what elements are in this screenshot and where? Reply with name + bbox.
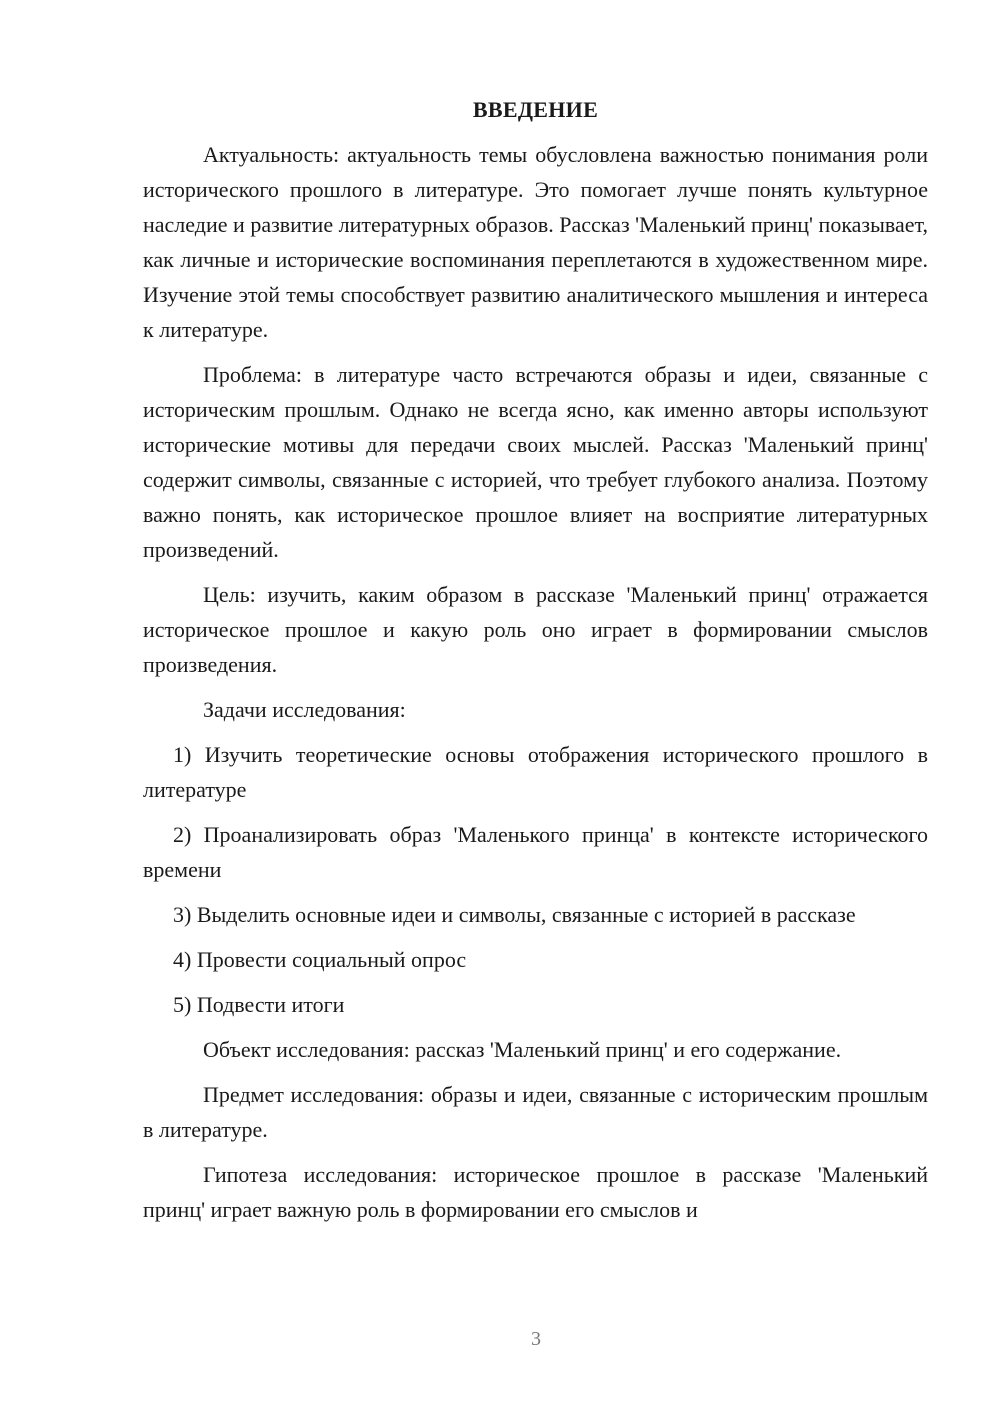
object-paragraph: Объект исследования: рассказ 'Маленький принц' и его содержание.: [203, 1037, 842, 1062]
page-content: [143, 92, 928, 1227]
subject-paragraph: Предмет исследования: образы и идеи, связанные с историческим прошлым в литературе.: [143, 1082, 928, 1142]
task-item-1: 1) Изучить теоретические основы отображения исторического прошлого в литературе: [143, 742, 928, 802]
task-item-5: 5) Подвести итоги: [173, 992, 345, 1017]
task-item-2: 2) Проанализировать образ 'Маленького принца' в контексте исторического времени: [143, 822, 928, 882]
task-item-3: 3) Выделить основные идеи и символы, связанные с историей в рассказе: [173, 902, 856, 927]
task-item-4: 4) Провести социальный опрос: [173, 947, 467, 972]
goal-paragraph: Цель: изучить, каким образом в рассказе 'Маленький принц' отражается историческое прошлое и какую роль оно играет в формировании смыслов произведения.: [143, 582, 928, 677]
page-number: 3: [531, 1328, 541, 1350]
hypothesis-paragraph: Гипотеза исследования: историческое прошлое в рассказе 'Маленький принц' играет важную роль в формировании его смыслов и: [143, 1162, 928, 1222]
problem-paragraph: Проблема: в литературе часто встречаются образы и идеи, связанные с историческим прошлым. Однако не всегда ясно, как именно авторы используют исторические мотивы для передачи своих мыслей. Рассказ 'Маленький принц' содержит символы, связанные с историей, что требует глубокого анализа. Поэтому важно понять, как историческое прошлое влияет на восприятие литературных произведений.: [143, 362, 928, 562]
page-title: ВВЕДЕНИЕ: [472, 97, 599, 122]
tasks-heading: Задачи исследования:: [203, 697, 406, 722]
relevance-paragraph: Актуальность: актуальность темы обусловлена важностью понимания роли исторического прошлого в литературе. Это помогает лучше понять культурное наследие и развитие литературных образов. Рассказ 'Маленький принц' показывает, как личные и исторические воспоминания переплетаются в художественном мире. Изучение этой темы способствует развитию аналитического мышления и интереса к литературе.: [143, 142, 928, 342]
